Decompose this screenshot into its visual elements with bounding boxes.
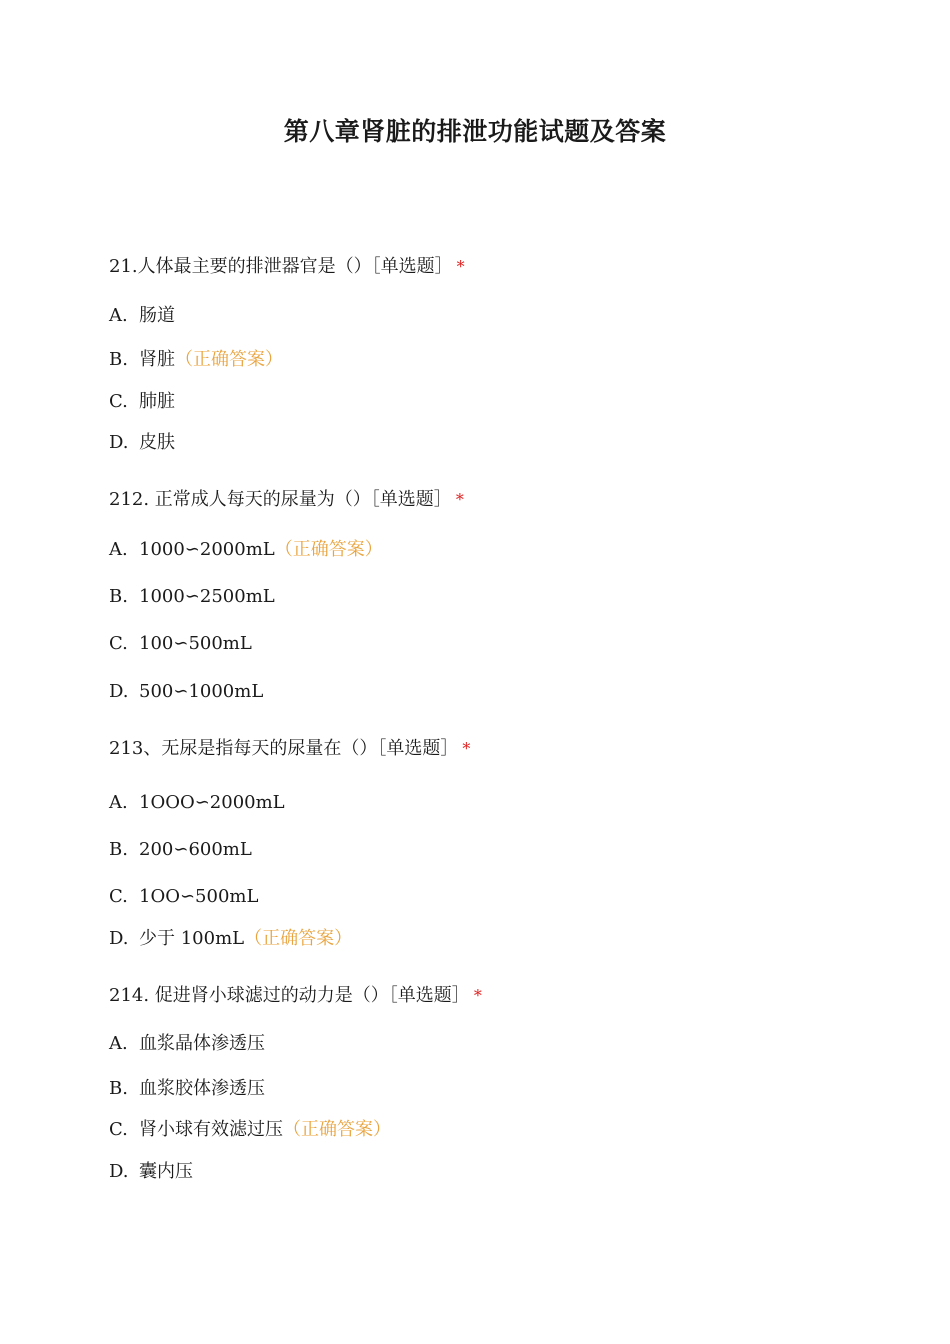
option-q1-c[interactable]	[109, 389, 175, 415]
option-text: 200∽600mL	[139, 839, 252, 860]
option-letter: C.	[109, 633, 128, 654]
option-q2-a[interactable]	[109, 537, 383, 563]
question-stem-2	[109, 487, 464, 513]
option-letter: B.	[109, 349, 128, 370]
option-text: 1000∽2500mL	[139, 586, 275, 607]
option-letter: B.	[109, 839, 128, 860]
option-text: 血浆胶体渗透压	[139, 1078, 265, 1099]
option-q1-d[interactable]	[109, 430, 175, 456]
option-text: 500∽1000mL	[139, 681, 264, 702]
question-stem-1	[109, 254, 465, 280]
option-text: 肠道	[139, 305, 175, 326]
option-text: 皮肤	[139, 432, 175, 453]
option-text: 肾脏	[139, 349, 175, 370]
option-letter: B.	[109, 586, 128, 607]
option-letter: D.	[109, 681, 129, 702]
option-text: 肾小球有效滤过压	[139, 1119, 283, 1140]
correct-answer-label: （正确答案）	[175, 349, 283, 370]
option-text: 1000∽2000mL	[139, 539, 275, 560]
option-text: 100∽500mL	[139, 633, 252, 654]
option-q4-b[interactable]	[109, 1076, 265, 1102]
correct-answer-label: （正确答案）	[274, 539, 383, 560]
question-text: 212. 正常成人每天的尿量为（）［单选题］	[109, 489, 452, 510]
option-letter: B.	[109, 1078, 128, 1099]
option-letter: A.	[109, 792, 128, 813]
question-stem-4	[109, 983, 482, 1009]
option-letter: A.	[109, 305, 128, 326]
required-asterisk: *	[473, 986, 482, 1005]
option-text: 少于 100mL	[139, 928, 245, 949]
required-asterisk: *	[455, 490, 464, 509]
option-text: 肺脏	[139, 391, 175, 412]
option-q2-c[interactable]	[109, 631, 252, 657]
option-q3-c[interactable]	[109, 884, 258, 910]
option-letter: A.	[109, 1033, 128, 1054]
option-letter: D.	[109, 1161, 129, 1182]
option-q1-a[interactable]	[109, 303, 175, 329]
option-letter: C.	[109, 391, 128, 412]
option-q4-c[interactable]	[109, 1117, 391, 1143]
option-q3-a[interactable]	[109, 790, 285, 816]
option-text: 1OOO∽2000mL	[139, 792, 285, 813]
question-stem-3	[109, 736, 470, 762]
option-q4-a[interactable]	[109, 1031, 265, 1057]
page-title: 第八章肾脏的排泄功能试题及答案	[283, 117, 667, 146]
option-letter: C.	[109, 1119, 128, 1140]
option-q4-d[interactable]	[109, 1159, 193, 1185]
option-q3-b[interactable]	[109, 837, 252, 863]
option-letter: C.	[109, 886, 128, 907]
required-asterisk: *	[456, 257, 465, 276]
correct-answer-label: （正确答案）	[244, 928, 353, 949]
option-q3-d[interactable]	[109, 926, 352, 952]
option-q1-b[interactable]	[109, 347, 283, 373]
option-letter: A.	[109, 539, 128, 560]
question-text: 213、无尿是指每天的尿量在（）［单选题］	[109, 738, 459, 759]
option-text: 血浆晶体渗透压	[139, 1033, 265, 1054]
option-letter: D.	[109, 928, 129, 949]
correct-answer-label: （正确答案）	[283, 1119, 391, 1140]
option-q2-d[interactable]	[109, 679, 263, 705]
option-text: 囊内压	[139, 1161, 193, 1182]
option-letter: D.	[109, 432, 129, 453]
question-text: 214. 促进肾小球滤过的动力是（）［单选题］	[109, 985, 470, 1006]
question-text: 21.人体最主要的排泄器官是（）［单选题］	[109, 256, 453, 277]
option-text: 1OO∽500mL	[139, 886, 259, 907]
option-q2-b[interactable]	[109, 584, 275, 610]
required-asterisk: *	[462, 739, 471, 758]
